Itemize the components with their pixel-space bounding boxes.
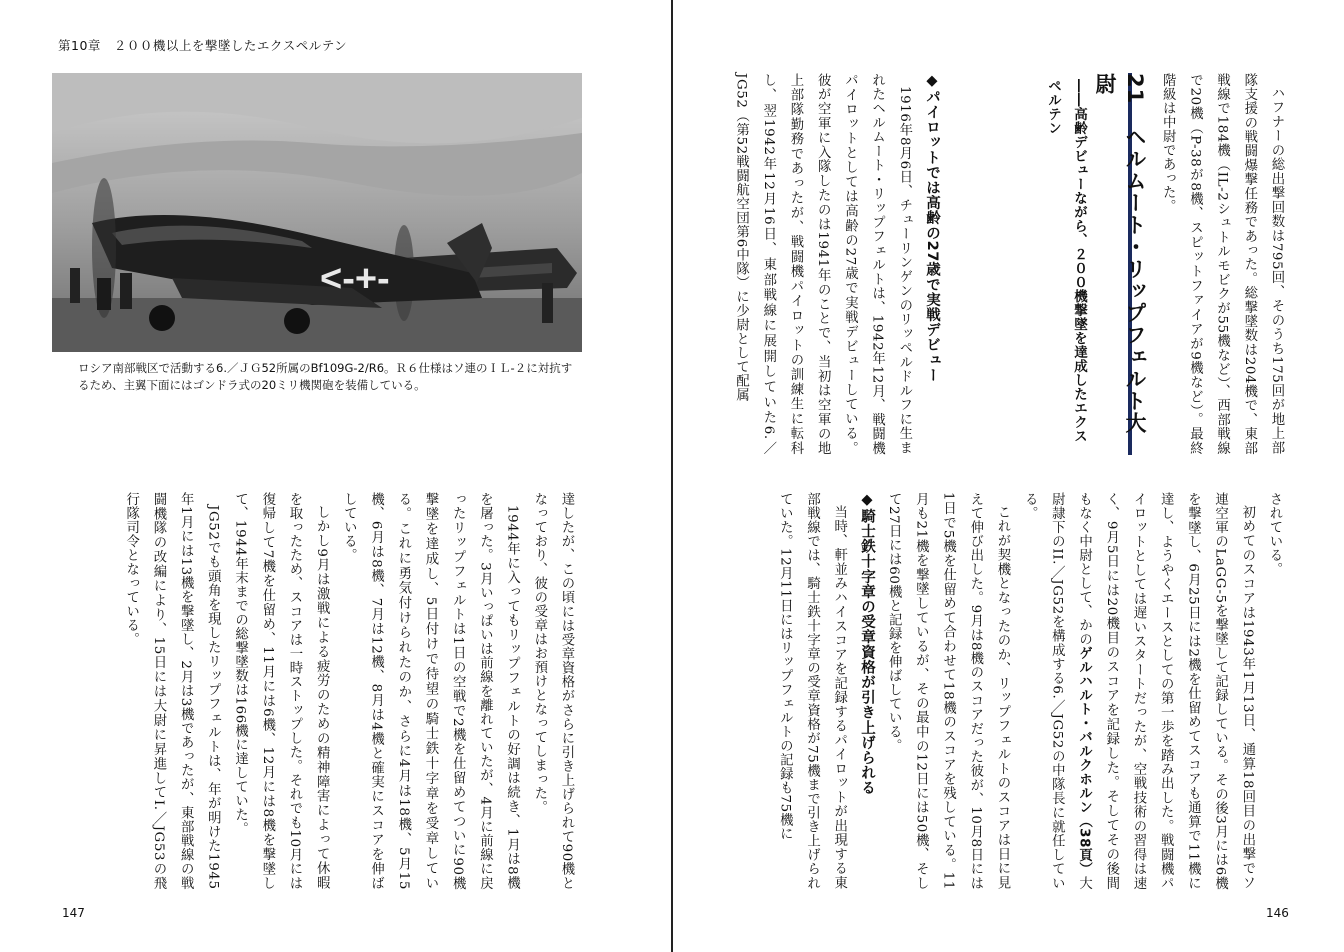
right-paragraph-3: 当時、軒並みハイスコアを記録するパイロットが出現する東部戦線では、騎士鉄十字章の受章資格が75機まで引き上げられていた。12月11日にはリップフェルトの記録も75機に [777,492,847,890]
article-subtitle: ――高齢デビューながら、２００機撃墜を達成したエクスペルテン [1045,79,1087,443]
aircraft-photo [52,73,582,352]
page-number-left: 147 [62,906,85,920]
section-heading-debut: ◆パイロットでは高齢の27歳で実戦デビュー [924,73,940,383]
page-reference: （38頁） [1076,814,1092,877]
right-paragraph-1-tail: 大尉隷下のII.／JG52を構成する6.／JG52の中隊長に就任している。 [1022,492,1092,891]
left-top-section [733,73,945,455]
section-heading-knights-cross: ◆騎士鉄十字章の受章資格が引き上げられる [858,492,875,796]
left-paragraph-1: 達したが、この頃には受章資格がさらに引き上げられて90機となっており、彼の受章はお預けとなってしまった。 [531,492,574,890]
article-title-block [1040,73,1147,455]
right-paragraph-1 [1016,492,1261,890]
page-gutter [671,0,673,952]
left-paragraph-2: 1944年に入ってもリップフェルトの好調は続き、1月は8機を屠った。3月いっぱいは前線を離れていたが、4月に前線に戻ったリップフェルトは1日の空戦で2機を仕留めてついに90機撃墜を達成し、5日付けで待望の騎士鉄十字章を受章している。これに勇気付けられたのか、さらに4月は18機、5月15機、6月は8機、7月は12機、8月は4機と確実にスコアを伸ばしている。 [341,492,520,890]
chapter-header: 第10章 ２００機以上を撃墜したエクスペルテン [58,38,348,53]
svg-text:<-+-: <-+- [320,258,390,300]
left-bottom-section [123,492,580,890]
photo-caption: ロシア南部戦区で活動する6.／ＪＧ52所属のBf109G-2/R6。Ｒ６仕様はソ連のＩＬ-２に対抗するため、主翼下面にはゴンドラ式の20ミリ機関砲を装備している。 [78,361,573,392]
barkhorn-name: ゲルハルト・バルクホルン [1076,646,1092,815]
intro-paragraph: ハフナーの総出撃回数は795回、そのうち175回が地上部隊支援の戦闘爆撃任務であった。総撃墜数は204機で、東部戦線で184機（IL-2シュトルモビクが55機など）、西部戦線で20機（P-38が8機、スピットファイアが9機など）。最終階級は中尉であった。 [1160,73,1284,455]
debut-paragraph: 1916年8月6日、チューリンゲンのリッペルドルフに生まれたヘルムート・リップフェルトは、1942年12月、戦闘機パイロットとしては高齢の27歳で実戦デビューしている。彼が空軍に入隊したのは1941年のことで、当初は空軍の地上部隊勤務であったが、戦闘機パイロットの訓練生に転科し、翌1942年12月16日、東部戦線に展開していた6.／JG52（第52戦闘航空団第6中隊）に少尉として配属 [733,73,912,455]
right-paragraph-2: これが契機となったのか、リップフェルトのスコアは日に見えて伸び出した。9月は8機のスコアだった彼が、10月8日には1日で5機を仕留めて合わせて18機のスコアを残している。11月も21機を撃墜しているが、その最中の12日には50機、そして27日には60機と記録を伸ばしている。 [886,492,1010,890]
right-bottom-section [778,492,1288,890]
right-intro-section [1145,73,1290,455]
right-lead-line: されている。 [1267,492,1282,576]
right-paragraph-1-text: 初めてのスコアは1943年1月13日、通算18回目の出撃でソ連空軍のLaGG-5を撃墜して記録している。その後3月には6機を撃墜し、6月25日には2機を仕留めてスコアも通算で11機に達し、ようやくエースとしての第一歩を踏み出した。戦闘機パイロットとしては遅いスタートだったが、空戦技術の習得は速く、9月5日には20機目のスコアを記録した。そしてその後間もなく中尉として、かの [1076,492,1255,890]
article-title: 21 ヘルムート・リップフェルト大尉 [1093,73,1147,435]
page-number-right: 146 [1266,906,1289,920]
left-paragraph-3: しかし9月は激戦による疲労のための精神障害によって休暇を取ったため、スコアは一時ストップした。それでも10月には復帰して7機を仕留め、11月には6機、12月には8機を撃墜して、1944年末までの総撃墜数は166機に達していた。 [232,492,330,890]
left-paragraph-4: JG52でも頭角を現したリップフェルトは、年が明けた1945年1月には13機を撃墜し、2月は3機であったが、東部戦線の戦闘機隊の改編により、15日には大尉に昇進してI.／JG53の飛行隊司令となっている。 [123,492,221,890]
